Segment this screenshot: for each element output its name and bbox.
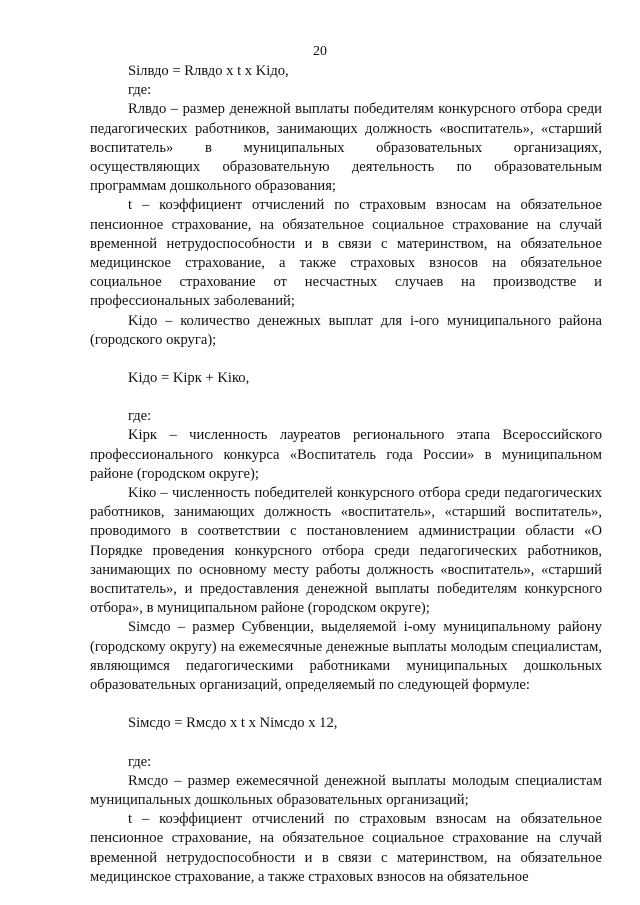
formula-s-lvdo: Siлвдо = Rлвдо x t x Kiдо, — [128, 63, 289, 79]
paragraph-s-msdo: Siмсдо – размер Субвенции, выделяемой i-ому муниципальному району (городскому округу) на ежемесячные денежные выплаты молодым специалистам, являющимся педагогическими работниками муниципальных дошкольных образовательных организаций, определяемый по следующей формуле: — [90, 619, 602, 694]
formula-s-msdo: Siмсдо = Rмсдо x t x Niмсдо x 12, — [128, 715, 338, 732]
paragraph-k-do: Kiдо – количество денежных выплат для i-ого муниципального района (городского округа); — [90, 312, 602, 348]
paragraph-r-lvdo: Rлвдо – размер денежной выплаты победителям конкурсного отбора среди педагогических работников, занимающих должность «воспитатель», «старший воспитатель» в муниципальных образовательных организациях, осуществляющих образовательную деятельность по образовательным программам дошкольного образования; — [90, 101, 602, 195]
paragraph-r-msdo: Rмсдо – размер ежемесячной денежной выплаты молодым специалистам муниципальных дошкольных образовательных организаций; — [90, 772, 602, 808]
paragraph-k-ko: Kiко – численность победителей конкурсного отбора среди педагогических работников, занимающих должность «воспитатель», «старший воспитатель», проводимого в соответствии с постановлением администрации области «О Порядке проведения конкурсного отбора среди педагогических работников, занимающих по основному месту работы должность «воспитатель», «старший воспитатель», и предоставления денежной выплаты победителям конкурсного отбора», в муниципальном районе (городском округе); — [90, 485, 602, 617]
where-label: где: — [128, 408, 152, 425]
paragraph-t-coefficient: t – коэффициент отчислений по страховым взносам на обязательное пенсионное страхование, на обязательное социальное страхование на случай временной нетрудоспособности и в связи с материнством, на обязательное медицинское страхование, а также страховых взносов на обязательное социальное страхование от несчастных случаев на производстве и профессиональных заболеваний; — [90, 197, 602, 310]
page-number: 20 — [313, 44, 327, 59]
where-label: где: — [128, 753, 152, 770]
where-label: где: — [128, 82, 152, 99]
paragraph-k-rk: Kiрк – численность лауреатов регионального этапа Всероссийского профессионального конкурса «Воспитатель года России» в муниципальном районе (городском округе); — [90, 427, 602, 482]
formula-k-do: Kiдо = Kiрк + Kiко, — [128, 370, 250, 387]
paragraph-t-coefficient-2: t – коэффициент отчислений по страховым взносам на обязательное пенсионное страхование, на обязательное социальное страхование на случай временной нетрудоспособности и в связи с материнством, на обязательное медицинское страхование, а также страховых взносов на обязательное — [90, 811, 602, 885]
page-content — [90, 62, 602, 887]
